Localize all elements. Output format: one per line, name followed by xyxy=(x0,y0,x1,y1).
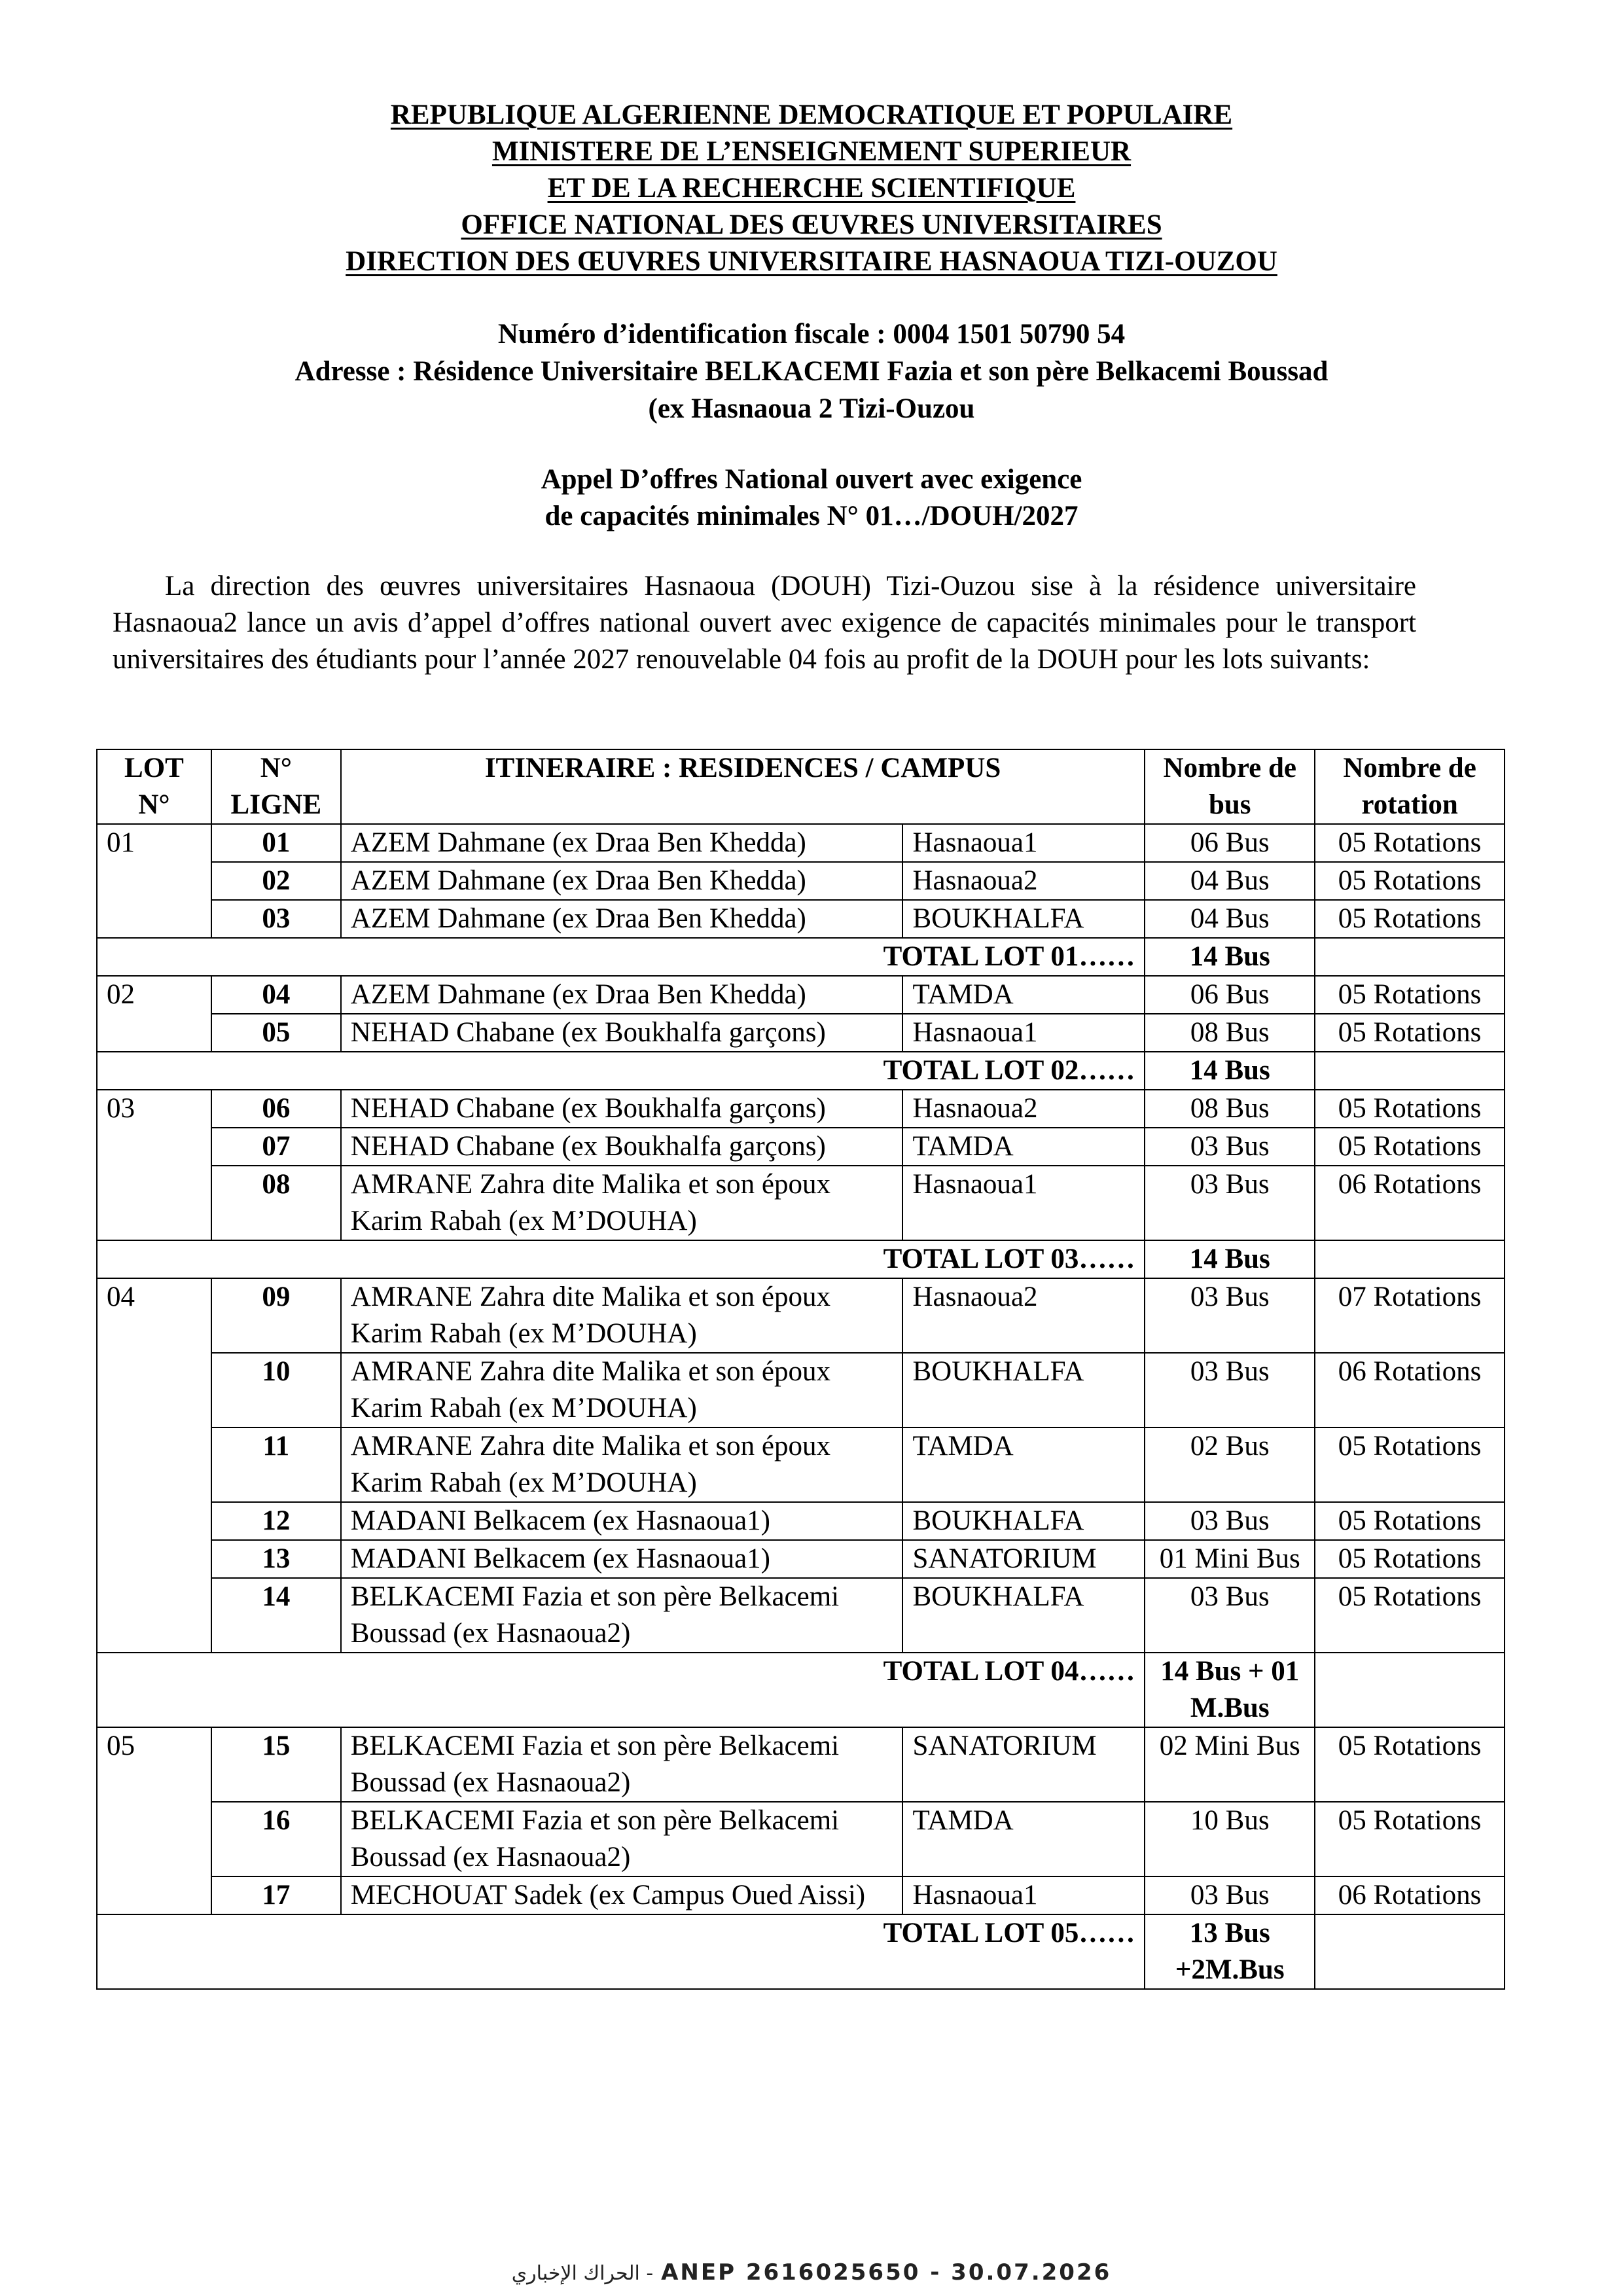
residence-cell: AZEM Dahmane (ex Draa Ben Khedda) xyxy=(341,862,903,900)
table-row xyxy=(97,1727,1505,1802)
ligne-cell: 10 xyxy=(211,1353,341,1427)
rotation-cell: 05 Rotations xyxy=(1315,1427,1505,1502)
ligne-cell: 15 xyxy=(211,1727,341,1802)
lot-number-cell xyxy=(97,1427,211,1502)
bus-count-cell: 03 Bus xyxy=(1145,1578,1315,1653)
total-value: 14 Bus + 01 M.Bus xyxy=(1145,1653,1315,1727)
rotation-cell: 06 Rotations xyxy=(1315,1353,1505,1427)
residence-cell: MECHOUAT Sadek (ex Campus Oued Aissi) xyxy=(341,1876,903,1914)
lot-number-cell: 02 xyxy=(97,976,211,1014)
rotation-cell: 05 Rotations xyxy=(1315,1578,1505,1653)
address-line-1: Adresse : Résidence Universitaire BELKACEMI Fazia et son père Belkacemi Boussad xyxy=(294,356,1329,387)
tender-title-line-2: de capacités minimales N° 01…/DOUH/2027 xyxy=(544,501,1079,531)
intro-paragraph xyxy=(113,568,1416,678)
table-row xyxy=(97,976,1505,1014)
total-label: TOTAL LOT 05…… xyxy=(97,1914,1145,1989)
total-empty-cell xyxy=(1315,1052,1505,1090)
fiscal-id: Numéro d’identification fiscale : 0004 1501 50790 54 xyxy=(497,319,1126,350)
residence-cell: NEHAD Chabane (ex Boukhalfa garçons) xyxy=(341,1014,903,1052)
table-row xyxy=(97,900,1505,938)
rotation-cell: 05 Rotations xyxy=(1315,862,1505,900)
footer-anep: ANEP 2616025650 - 30.07.2026 xyxy=(661,2259,1112,2286)
table-row xyxy=(97,1014,1505,1052)
header-ligne: N° LIGNE xyxy=(211,749,341,824)
tender-title xyxy=(0,461,1623,535)
lots-table xyxy=(96,749,1505,1990)
table-row xyxy=(97,1802,1505,1876)
total-value: 13 Bus +2M.Bus xyxy=(1145,1914,1315,1989)
total-empty-cell xyxy=(1315,938,1505,976)
header-lot: LOT N° xyxy=(97,749,211,824)
header-line-onou: OFFICE NATIONAL DES ŒUVRES UNIVERSITAIRES xyxy=(461,209,1162,240)
tender-title-line-1: Appel D’offres National ouvert avec exigence xyxy=(541,464,1082,495)
header-line-direction: DIRECTION DES ŒUVRES UNIVERSITAIRE HASNAOUA TIZI-OUZOU xyxy=(346,246,1277,277)
bus-count-cell: 03 Bus xyxy=(1145,1876,1315,1914)
ligne-cell: 03 xyxy=(211,900,341,938)
ligne-cell: 05 xyxy=(211,1014,341,1052)
table-row xyxy=(97,1353,1505,1427)
rotation-cell: 05 Rotations xyxy=(1315,1090,1505,1128)
table-row xyxy=(97,1166,1505,1240)
lot-number-cell xyxy=(97,1540,211,1578)
rotation-cell: 06 Rotations xyxy=(1315,1876,1505,1914)
rotation-cell: 05 Rotations xyxy=(1315,900,1505,938)
campus-cell: Hasnaoua1 xyxy=(902,1876,1145,1914)
total-row xyxy=(97,1914,1505,1989)
header-line-research: ET DE LA RECHERCHE SCIENTIFIQUE xyxy=(547,173,1076,204)
total-row xyxy=(97,1240,1505,1278)
header-rotation: Nombre de rotation xyxy=(1315,749,1505,824)
campus-cell: TAMDA xyxy=(902,1802,1145,1876)
address-line-2: (ex Hasnaoua 2 Tizi-Ouzou xyxy=(648,393,975,424)
rotation-cell: 05 Rotations xyxy=(1315,1014,1505,1052)
rotation-cell: 07 Rotations xyxy=(1315,1278,1505,1353)
bus-count-cell: 06 Bus xyxy=(1145,976,1315,1014)
ligne-cell: 06 xyxy=(211,1090,341,1128)
table-header-row xyxy=(97,749,1505,824)
campus-cell: TAMDA xyxy=(902,976,1145,1014)
total-empty-cell xyxy=(1315,1914,1505,1989)
lot-number-cell xyxy=(97,1128,211,1166)
rotation-cell: 05 Rotations xyxy=(1315,824,1505,862)
residence-cell: AMRANE Zahra dite Malika et son époux Karim Rabah (ex M’DOUHA) xyxy=(341,1427,903,1502)
bus-count-cell: 02 Mini Bus xyxy=(1145,1727,1315,1802)
ligne-cell: 13 xyxy=(211,1540,341,1578)
bus-count-cell: 08 Bus xyxy=(1145,1014,1315,1052)
residence-cell: NEHAD Chabane (ex Boukhalfa garçons) xyxy=(341,1090,903,1128)
residence-cell: BELKACEMI Fazia et son père Belkacemi Boussad (ex Hasnaoua2) xyxy=(341,1578,903,1653)
table-row xyxy=(97,1427,1505,1502)
total-value: 14 Bus xyxy=(1145,1240,1315,1278)
ligne-cell: 09 xyxy=(211,1278,341,1353)
campus-cell: BOUKHALFA xyxy=(902,1502,1145,1540)
table-row xyxy=(97,1578,1505,1653)
lot-number-cell xyxy=(97,900,211,938)
campus-cell: Hasnaoua2 xyxy=(902,1090,1145,1128)
lot-number-cell xyxy=(97,1802,211,1876)
campus-cell: Hasnaoua1 xyxy=(902,824,1145,862)
ligne-cell: 17 xyxy=(211,1876,341,1914)
footer-reference xyxy=(0,2259,1623,2286)
ligne-cell: 11 xyxy=(211,1427,341,1502)
residence-cell: AMRANE Zahra dite Malika et son époux Karim Rabah (ex M’DOUHA) xyxy=(341,1166,903,1240)
table-row xyxy=(97,1090,1505,1128)
table-row xyxy=(97,1128,1505,1166)
header-line-republic: REPUBLIQUE ALGERIENNE DEMOCRATIQUE ET POPULAIRE xyxy=(390,99,1233,130)
ligne-cell: 01 xyxy=(211,824,341,862)
table-row xyxy=(97,1540,1505,1578)
campus-cell: BOUKHALFA xyxy=(902,1353,1145,1427)
campus-cell: BOUKHALFA xyxy=(902,900,1145,938)
table-row xyxy=(97,1278,1505,1353)
residence-cell: MADANI Belkacem (ex Hasnaoua1) xyxy=(341,1502,903,1540)
rotation-cell: 05 Rotations xyxy=(1315,1502,1505,1540)
total-label: TOTAL LOT 04…… xyxy=(97,1653,1145,1727)
table-row xyxy=(97,824,1505,862)
lot-number-cell: 05 xyxy=(97,1727,211,1802)
residence-cell: AMRANE Zahra dite Malika et son époux Karim Rabah (ex M’DOUHA) xyxy=(341,1353,903,1427)
ligne-cell: 07 xyxy=(211,1128,341,1166)
total-row xyxy=(97,1052,1505,1090)
header-itineraire: ITINERAIRE : RESIDENCES / CAMPUS xyxy=(341,749,1145,824)
ligne-cell: 04 xyxy=(211,976,341,1014)
bus-count-cell: 08 Bus xyxy=(1145,1090,1315,1128)
campus-cell: Hasnaoua1 xyxy=(902,1014,1145,1052)
ligne-cell: 12 xyxy=(211,1502,341,1540)
residence-cell: BELKACEMI Fazia et son père Belkacemi Boussad (ex Hasnaoua2) xyxy=(341,1802,903,1876)
residence-cell: MADANI Belkacem (ex Hasnaoua1) xyxy=(341,1540,903,1578)
total-label: TOTAL LOT 03…… xyxy=(97,1240,1145,1278)
bus-count-cell: 10 Bus xyxy=(1145,1802,1315,1876)
lot-number-cell xyxy=(97,1502,211,1540)
campus-cell: BOUKHALFA xyxy=(902,1578,1145,1653)
residence-cell: AZEM Dahmane (ex Draa Ben Khedda) xyxy=(341,976,903,1014)
bus-count-cell: 03 Bus xyxy=(1145,1128,1315,1166)
bus-count-cell: 03 Bus xyxy=(1145,1353,1315,1427)
lot-number-cell xyxy=(97,1876,211,1914)
rotation-cell: 05 Rotations xyxy=(1315,1128,1505,1166)
ligne-cell: 02 xyxy=(211,862,341,900)
residence-cell: BELKACEMI Fazia et son père Belkacemi Boussad (ex Hasnaoua2) xyxy=(341,1727,903,1802)
rotation-cell: 05 Rotations xyxy=(1315,1727,1505,1802)
lot-number-cell: 03 xyxy=(97,1090,211,1128)
total-row xyxy=(97,938,1505,976)
campus-cell: TAMDA xyxy=(902,1427,1145,1502)
document-header xyxy=(0,97,1623,280)
residence-cell: AZEM Dahmane (ex Draa Ben Khedda) xyxy=(341,900,903,938)
table-row xyxy=(97,862,1505,900)
bus-count-cell: 04 Bus xyxy=(1145,862,1315,900)
campus-cell: Hasnaoua1 xyxy=(902,1166,1145,1240)
footer-arabic: الحراك الإخباري - xyxy=(511,2262,654,2285)
campus-cell: Hasnaoua2 xyxy=(902,1278,1145,1353)
table-row xyxy=(97,1502,1505,1540)
bus-count-cell: 02 Bus xyxy=(1145,1427,1315,1502)
ligne-cell: 08 xyxy=(211,1166,341,1240)
lot-number-cell xyxy=(97,862,211,900)
header-bus: Nombre de bus xyxy=(1145,749,1315,824)
total-empty-cell xyxy=(1315,1653,1505,1727)
bus-count-cell: 03 Bus xyxy=(1145,1502,1315,1540)
header-line-ministry: MINISTERE DE L’ENSEIGNEMENT SUPERIEUR xyxy=(491,136,1132,167)
bus-count-cell: 03 Bus xyxy=(1145,1278,1315,1353)
rotation-cell: 05 Rotations xyxy=(1315,1540,1505,1578)
lot-number-cell: 01 xyxy=(97,824,211,862)
lot-number-cell xyxy=(97,1578,211,1653)
total-empty-cell xyxy=(1315,1240,1505,1278)
campus-cell: TAMDA xyxy=(902,1128,1145,1166)
bus-count-cell: 04 Bus xyxy=(1145,900,1315,938)
ligne-cell: 14 xyxy=(211,1578,341,1653)
lot-number-cell xyxy=(97,1166,211,1240)
residence-cell: AZEM Dahmane (ex Draa Ben Khedda) xyxy=(341,824,903,862)
campus-cell: SANATORIUM xyxy=(902,1727,1145,1802)
total-label: TOTAL LOT 01…… xyxy=(97,938,1145,976)
residence-cell: NEHAD Chabane (ex Boukhalfa garçons) xyxy=(341,1128,903,1166)
bus-count-cell: 06 Bus xyxy=(1145,824,1315,862)
campus-cell: Hasnaoua2 xyxy=(902,862,1145,900)
lot-number-cell: 04 xyxy=(97,1278,211,1353)
total-label: TOTAL LOT 02…… xyxy=(97,1052,1145,1090)
ligne-cell: 16 xyxy=(211,1802,341,1876)
rotation-cell: 05 Rotations xyxy=(1315,976,1505,1014)
campus-cell: SANATORIUM xyxy=(902,1540,1145,1578)
lot-number-cell xyxy=(97,1353,211,1427)
fiscal-block xyxy=(0,315,1623,427)
rotation-cell: 06 Rotations xyxy=(1315,1166,1505,1240)
intro-text: La direction des œuvres universitaires Hasnaoua (DOUH) Tizi-Ouzou sise à la résidence universitaire Hasnaoua2 lance un avis d’appel d’offres national ouvert avec exigence de capacités minimales pour le transport universitaires des étudiants pour l’année 2027 renouvelable 04 fois au profit de la DOUH pour les lots suivants: xyxy=(113,571,1416,675)
rotation-cell: 05 Rotations xyxy=(1315,1802,1505,1876)
bus-count-cell: 03 Bus xyxy=(1145,1166,1315,1240)
total-value: 14 Bus xyxy=(1145,938,1315,976)
total-value: 14 Bus xyxy=(1145,1052,1315,1090)
lots-table-body xyxy=(97,824,1505,1989)
total-row xyxy=(97,1653,1505,1727)
table-row xyxy=(97,1876,1505,1914)
bus-count-cell: 01 Mini Bus xyxy=(1145,1540,1315,1578)
lot-number-cell xyxy=(97,1014,211,1052)
residence-cell: AMRANE Zahra dite Malika et son époux Karim Rabah (ex M’DOUHA) xyxy=(341,1278,903,1353)
